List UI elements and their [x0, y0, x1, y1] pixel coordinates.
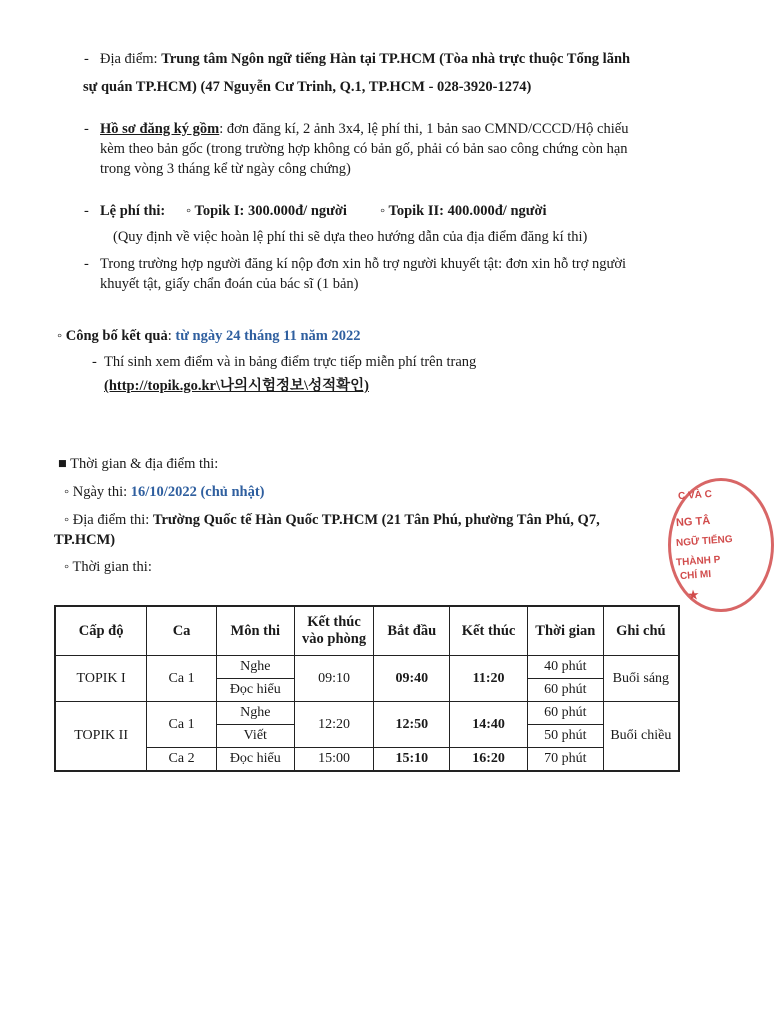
cell-entry: 09:10 — [294, 656, 374, 702]
cell-start: 15:10 — [374, 748, 450, 772]
results-colon: : — [167, 328, 176, 344]
fee-note: (Quy định về việc hoàn lệ phí thi sẽ dựa theo hướng dẫn của địa điểm đăng kí thi) — [113, 229, 588, 245]
cell-duration: 50 phút — [527, 725, 603, 748]
location-label: Địa điểm: — [100, 51, 162, 67]
exam-place-line — [64, 512, 600, 529]
bullet-dash: - — [84, 203, 89, 219]
cell-shift: Ca 1 — [147, 702, 217, 748]
cell-start: 09:40 — [374, 656, 450, 702]
stamp-text-3: NGỮ TIẾNG — [675, 534, 733, 549]
exam-place-line-2: TP.HCM) — [54, 532, 116, 548]
cell-end: 11:20 — [450, 656, 528, 702]
exam-place-label: ◦ Địa điểm thi: — [64, 512, 153, 528]
dossier-line-2: kèm theo bản gốc (trong trường hợp không có bản gố, phải có bản sao công chứng còn hạn — [100, 141, 628, 157]
bullet-dash: - — [84, 121, 89, 137]
header-entry — [294, 606, 374, 656]
stamp-text-4: THÀNH P — [675, 554, 721, 569]
bullet-dash: - — [84, 256, 89, 272]
dossier-label: Hồ sơ đăng ký gồm — [100, 121, 220, 137]
results-date: từ ngày 24 tháng 11 năm 2022 — [175, 328, 361, 344]
cell-level: TOPIK I — [55, 656, 147, 702]
cell-duration: 60 phút — [527, 702, 603, 725]
cell-subject: Viết — [216, 725, 294, 748]
stamp-star-icon: ★ — [687, 587, 700, 603]
cell-start: 12:50 — [374, 702, 450, 748]
fee-topik2: ◦ Topik II: 400.000đ/ người — [380, 203, 547, 219]
location-value: Trung tâm Ngôn ngữ tiếng Hàn tại TP.HCM (Tòa nhà trực thuộc Tổng lãnh — [161, 51, 631, 67]
results-url-link[interactable]: (http://topik.go.kr\나의시험정보\성적확인) — [104, 378, 369, 394]
bullet-dash: - — [84, 51, 89, 67]
dossier-line-1 — [100, 121, 628, 138]
cell-subject: Đọc hiểu — [216, 748, 294, 772]
cell-duration: 60 phút — [527, 679, 603, 702]
location-line-2: sự quán TP.HCM) (47 Nguyễn Cư Trinh, Q.1, TP.HCM - 028-3920-1274) — [83, 79, 532, 95]
cell-shift: Ca 1 — [147, 656, 217, 702]
cell-entry: 12:20 — [294, 702, 374, 748]
dossier-text: : đơn đăng kí, 2 ảnh 3x4, lệ phí thi, 1 bản sao CMND/CCCD/Hộ chiếu — [219, 121, 629, 137]
header-entry-l2: vào phòng — [302, 631, 367, 647]
cell-subject: Nghe — [216, 656, 294, 679]
cell-duration: 70 phút — [527, 748, 603, 772]
table-row — [55, 748, 679, 772]
stamp-text-5: CHÍ MI — [679, 568, 712, 583]
fee-topik1: ◦ Topik I: 300.000đ/ người — [186, 203, 347, 219]
table-row — [55, 702, 679, 725]
dossier-line-3: trong vòng 3 tháng kể từ ngày công chứng) — [100, 161, 351, 177]
schedule-table — [54, 605, 680, 772]
exam-date-value: 16/10/2022 (chủ nhật) — [130, 484, 265, 500]
cell-end: 16:20 — [450, 748, 528, 772]
table-row — [55, 656, 679, 679]
exam-time-label: ◦ Thời gian thi: — [64, 559, 152, 575]
header-level: Cấp độ — [55, 606, 147, 656]
results-item: Thí sinh xem điểm và in bảng điểm trực tiếp miễn phí trên trang — [104, 354, 477, 370]
header-start: Bắt đầu — [374, 606, 450, 656]
cell-entry: 15:00 — [294, 748, 374, 772]
results-label: ◦ Công bố kết quả — [57, 328, 168, 344]
table-header-row — [55, 606, 679, 656]
cell-subject: Nghe — [216, 702, 294, 725]
stamp-text-2: NG TÂ — [675, 514, 711, 530]
header-shift: Ca — [147, 606, 217, 656]
header-note: Ghi chú — [603, 606, 679, 656]
cell-subject: Đọc hiểu — [216, 679, 294, 702]
exam-date-label: ◦ Ngày thi: — [64, 484, 131, 500]
exam-place-value: Trường Quốc tế Hàn Quốc TP.HCM (21 Tân Phú, phường Tân Phú, Q7, — [152, 512, 600, 528]
cell-shift: Ca 2 — [147, 748, 217, 772]
header-duration: Thời gian — [527, 606, 603, 656]
results-line — [57, 328, 361, 345]
cell-note: Buổi sáng — [603, 656, 679, 702]
fee-label: Lệ phí thi: — [100, 203, 166, 219]
stamp-text-1: C VÀ C — [677, 488, 713, 503]
header-entry-l1: Kết thúc — [307, 614, 361, 630]
cell-note: Buổi chiều — [603, 702, 679, 772]
cell-end: 14:40 — [450, 702, 528, 748]
cell-level: TOPIK II — [55, 702, 147, 772]
header-end: Kết thúc — [450, 606, 528, 656]
location-line-1 — [100, 51, 630, 68]
bullet-dash: - — [92, 354, 97, 370]
official-stamp — [668, 478, 733, 608]
disability-line-2: khuyết tật, giấy chẩn đoán của bác sĩ (1 bản) — [100, 276, 359, 292]
schedule-heading: ■ Thời gian & địa điểm thi: — [58, 456, 219, 472]
cell-duration: 40 phút — [527, 656, 603, 679]
exam-date-line — [64, 484, 265, 501]
header-subject: Môn thi — [216, 606, 294, 656]
disability-line-1: Trong trường hợp người đăng kí nộp đơn xin hỗ trợ người khuyết tật: đơn xin hỗ trợ người — [100, 256, 627, 272]
